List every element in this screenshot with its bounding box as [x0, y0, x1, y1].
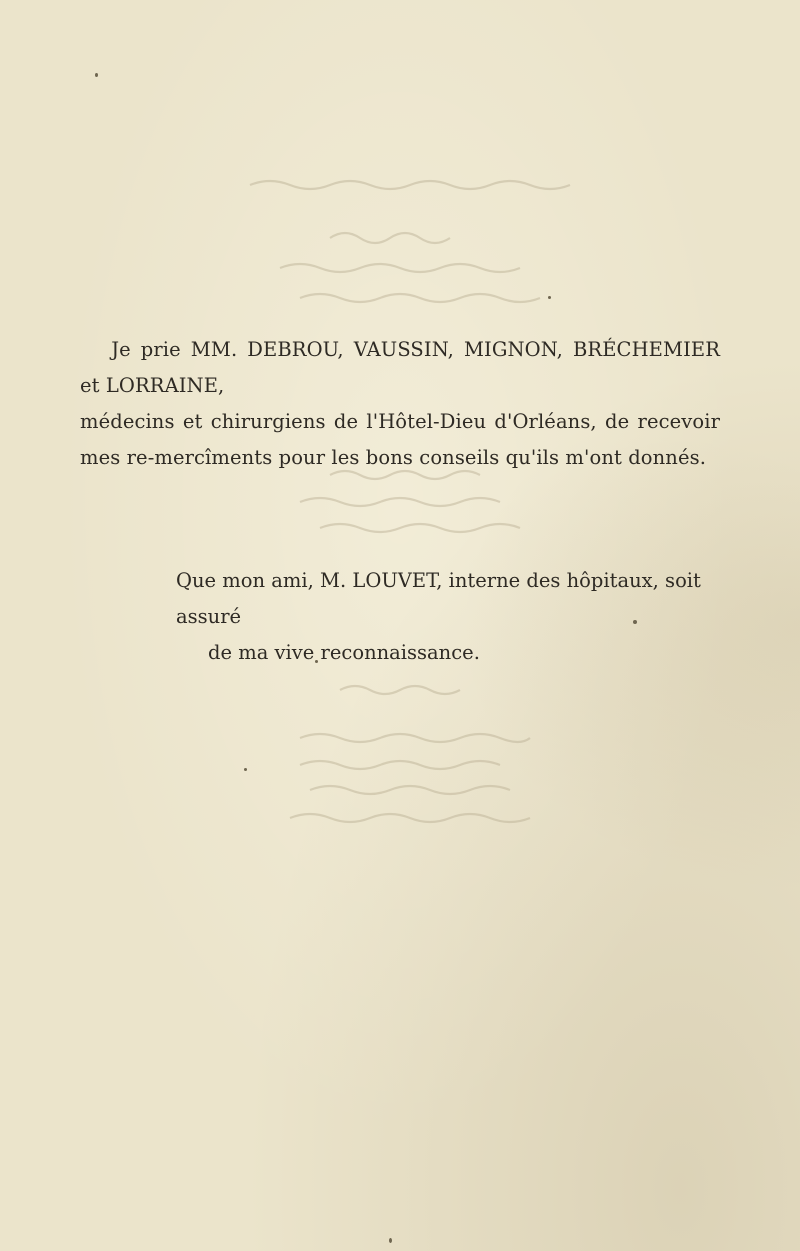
acknowledgement-line-1: Je prie MM. DEBROU, VAUSSIN, MIGNON, BRÉCHEMIER et LORRAINE,: [80, 338, 720, 397]
thanks-paragraph: [80, 563, 720, 671]
ink-speck: [389, 1238, 392, 1243]
ink-speck: [548, 296, 551, 299]
ink-speck: [95, 73, 98, 77]
ink-speck: [244, 768, 247, 771]
acknowledgement-paragraph: [80, 332, 720, 476]
thanks-line-2: de ma vive reconnaissance.: [208, 641, 480, 664]
acknowledgement-rest: médecins et chirurgiens de l'Hôtel-Dieu d'Orléans, de recevoir mes re-mercîments pour les bons conseils qu'ils m'ont donnés.: [80, 410, 720, 469]
thanks-line-1: Que mon ami, M. LOUVET, interne des hôpitaux, soit assuré: [176, 569, 701, 628]
